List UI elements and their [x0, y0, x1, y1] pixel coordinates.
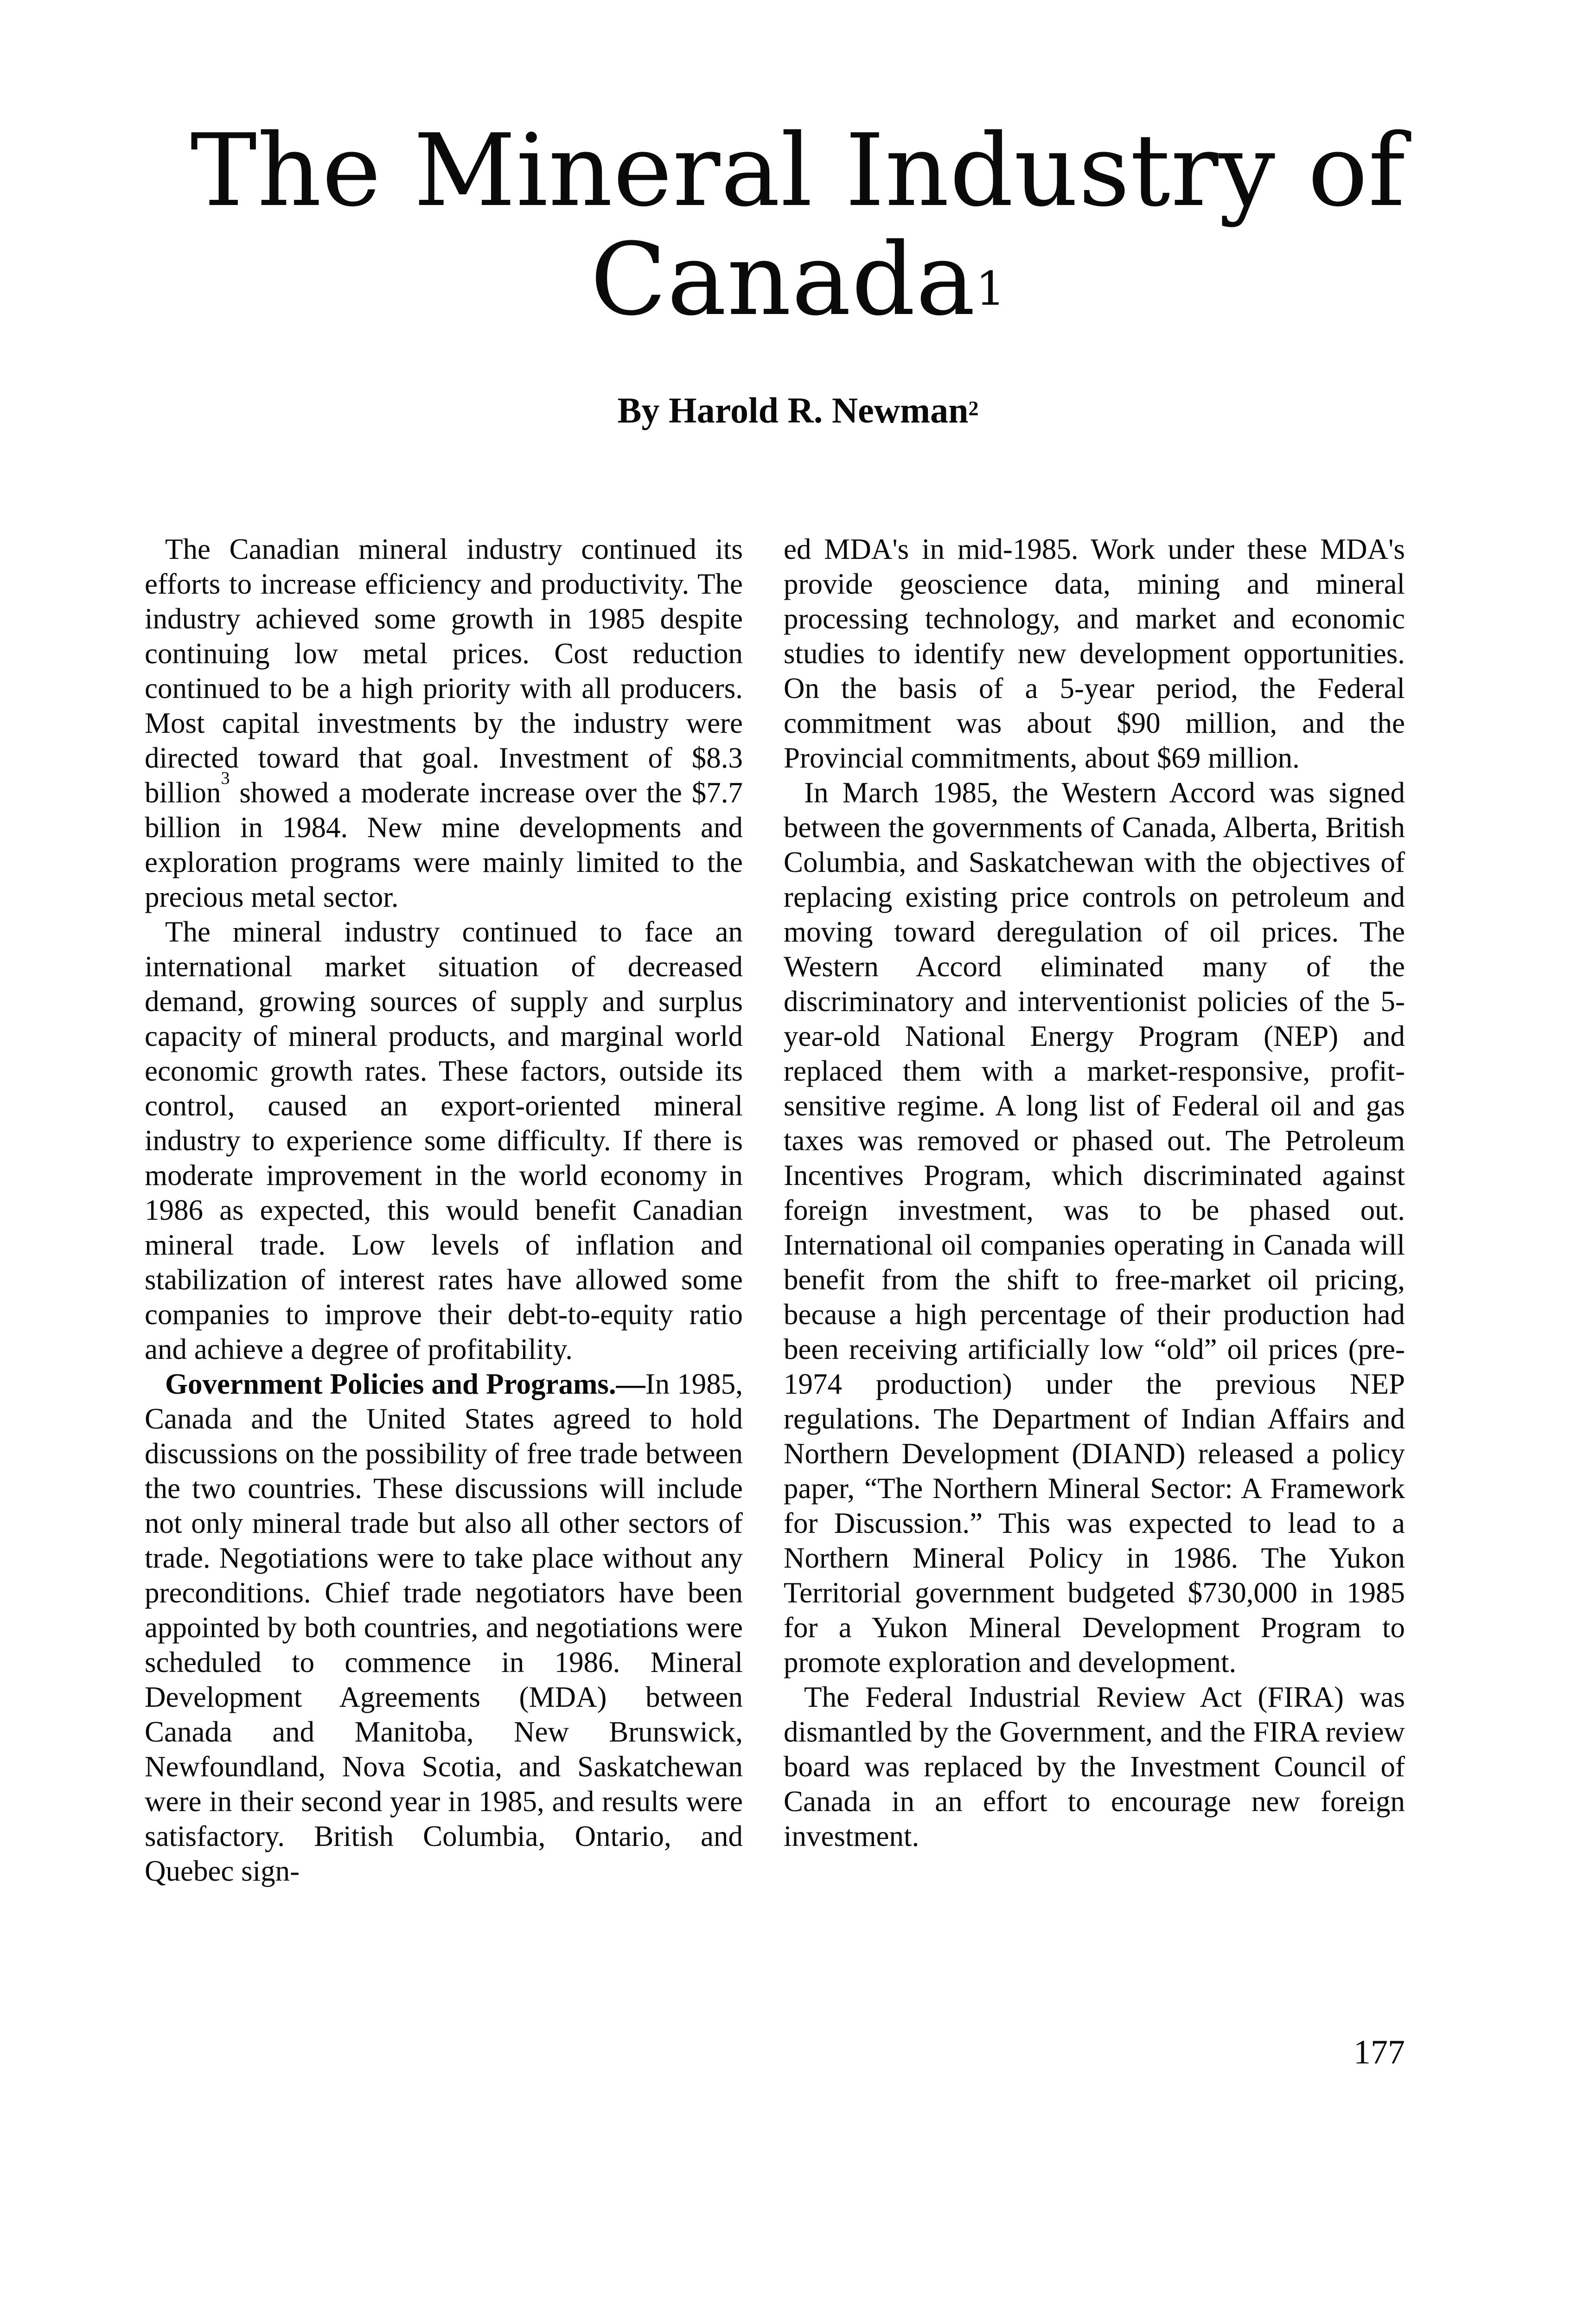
page-number: 177 — [1353, 2033, 1405, 2071]
investment-footnote-marker: 3 — [221, 769, 230, 788]
paragraph-intro — [145, 532, 743, 915]
paragraph-intro-text-a: The Canadian mineral industry continued its efforts to increase efficiency and productivity. The industry achieved some growth in 1985 despite continuing low metal prices. Cost reduction continued to be a high priority with all producers. Most capital investments by the industry were directed toward that goal. Investment of $8.3 billion — [145, 533, 743, 809]
page-title — [0, 112, 1596, 338]
paragraph-mda-continued: ed MDA's in mid-1985. Work under these MDA's provide geoscience data, mining and mineral processing technology, and market and economic studies to identify new development opportunities. On the basis of a 5-year period, the Federal commitment was about $90 million, and the Provincial commitments, about $69 million. — [784, 533, 1405, 774]
right-column — [784, 532, 1405, 1854]
paragraph-western-accord: In March 1985, the Western Accord was signed between the governments of Canada, Alberta, British Columbia, and Saskatchewan with the objectives of replacing existing price controls on petroleum and moving toward deregulation of oil prices. The Western Accord eliminated many of the discriminatory and interventionist policies of the 5-year-old National Energy Program (NEP) and replaced them with a market-responsive, profit-sensitive regime. A long list of Federal oil and gas taxes was removed or phased out. The Petroleum Incentives Program, which discriminated against foreign investment, was to be phased out. International oil companies operating in Canada will benefit from the shift to free-market oil pricing, because a high percentage of their production had been receiving artificially low “old” oil prices (pre-1974 production) under the previous NEP regulations. The Department of Indian Affairs and Northern Development (DIAND) released a policy paper, “The Northern Mineral Sector: A Framework for Discussion.” This was expected to lead to a Northern Mineral Policy in 1986. The Yukon Territorial government budgeted $730,000 in 1985 for a Yukon Mineral Development Program to promote exploration and development. — [784, 776, 1405, 1678]
paragraph-market-situation: The mineral industry continued to face an international market situation of decreased demand, growing sources of supply and surplus capacity of mineral products, and marginal world economic growth rates. These factors, outside its control, caused an export-oriented mineral industry to experience some difficulty. If there is moderate improvement in the world economy in 1986 as expected, this would benefit Canadian mineral trade. Low levels of inflation and stabilization of interest rates have allowed some companies to improve their debt-to-equity ratio and achieve a degree of profitability. — [145, 916, 743, 1365]
title-line-2 — [0, 221, 1596, 338]
paragraph-government-policies-text: In 1985, Canada and the United States agreed to hold discussions on the possibility of free trade between the two countries. These discussions will include not only mineral trade but also all other sectors of trade. Negotiations were to take place without any preconditions. Chief trade negotiators have been appointed by both countries, and negotiations were scheduled to commence in 1986. Mineral Development Agreements (MDA) between Canada and Manitoba, New Brunswick, Newfoundland, Nova Scotia, and Saskatchewan were in their second year in 1985, and results were satisfactory. British Columbia, Ontario, and Quebec sign- — [145, 1368, 743, 1887]
paragraph-fira: The Federal Industrial Review Act (FIRA) was dismantled by the Government, and the FIRA review board was replaced by the Investment Council of Canada in an effort to encourage new foreign investment. — [784, 1681, 1405, 1852]
author-name: By Harold R. Newman — [617, 390, 969, 430]
left-column — [145, 532, 743, 1889]
section-heading-government-policies: Government Policies and Programs.— — [165, 1368, 645, 1400]
paragraph-intro-text-b: showed a moderate increase over the $7.7 billion in 1984. New mine developments and exploration programs were mainly limited to the precious metal sector. — [145, 776, 743, 913]
title-country: Canada — [590, 221, 976, 338]
author-footnote-marker: 2 — [968, 397, 979, 420]
paragraph-government-policies — [145, 1367, 743, 1889]
author-byline — [0, 387, 1596, 434]
title-line-1: The Mineral Industry of — [190, 112, 1406, 229]
title-footnote-marker: 1 — [976, 262, 1006, 316]
